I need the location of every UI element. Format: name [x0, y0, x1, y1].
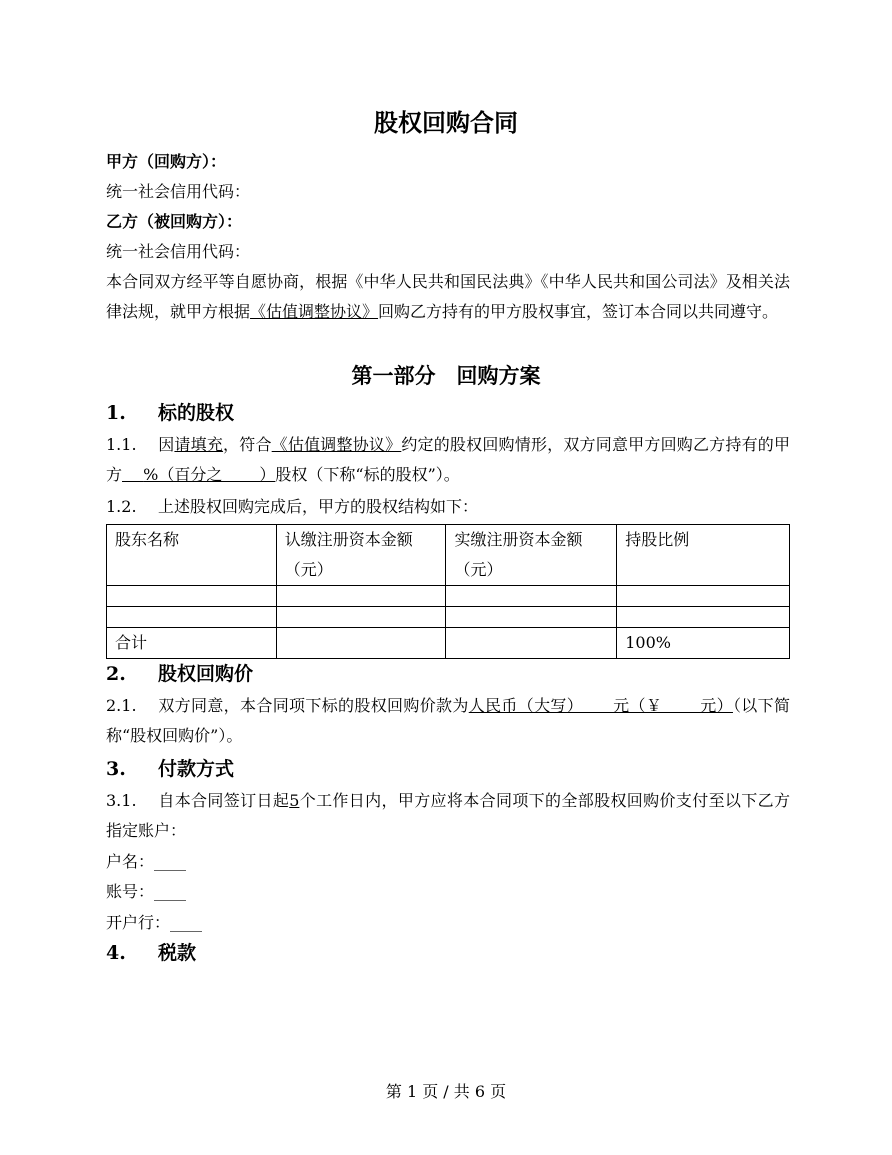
party-a-credit-code: 统一社会信用代码：	[106, 182, 251, 201]
clause-1-1-text-b: ，符合	[223, 435, 272, 454]
table-header-cell: 实缴注册资本金额（元）	[446, 525, 617, 586]
table-cell	[446, 628, 617, 659]
clause-3-1-text-a: 自本合同签订日起	[158, 791, 290, 810]
clause-1-1-text-c: 约定的股权回购情形，双方同意甲方回购乙方持有的甲方	[106, 435, 790, 484]
section-2-title: 股权回购价	[158, 663, 254, 685]
page-footer: 第 1 页 / 共 6 页	[385, 1082, 507, 1101]
percentage-text: %（百分之 ）	[143, 465, 276, 484]
section-4-title: 税款	[158, 942, 197, 964]
clause-2-1	[106, 691, 790, 751]
section-3-heading	[106, 757, 234, 781]
intro-text-2: 回购乙方持有的甲方股权事宜，签订本合同以共同遵守。	[378, 302, 779, 321]
table-cell	[446, 586, 617, 607]
clause-1-2-text: 上述股权回购完成后，甲方的股权结构如下：	[158, 497, 479, 516]
table-total-label: 合计	[107, 628, 277, 659]
clause-1-1-number: 1.1.	[106, 435, 137, 454]
document-title: 股权回购合同	[374, 108, 518, 137]
table-header-cell: 认缴注册资本金额（元）	[276, 525, 446, 586]
clause-1-1-text-a: 因	[158, 435, 175, 454]
clause-1-2	[106, 497, 478, 517]
clause-1-1-text-d: 股权（下称“标的股权”）。	[275, 465, 460, 484]
section-1-title: 标的股权	[158, 402, 235, 424]
table-header-cell: 持股比例	[617, 525, 790, 586]
clause-2-1-text-a: 双方同意，本合同项下标的股权回购价款为	[158, 696, 469, 715]
table-row	[107, 586, 790, 607]
table-header-row	[107, 525, 790, 586]
bank-line: 开户行：____	[106, 913, 203, 932]
table-total-row	[107, 628, 790, 659]
party-a-label: 甲方（回购方）：	[106, 152, 227, 171]
clause-1-1	[106, 430, 790, 490]
table-row	[107, 607, 790, 628]
clause-2-1-text-b: （以下简称“股权回购价”）。	[106, 696, 790, 745]
table-cell	[276, 607, 446, 628]
section-4-number: 4.	[106, 942, 126, 964]
part-one-title: 第一部分 回购方案	[351, 363, 541, 388]
section-1-heading	[106, 401, 234, 425]
table-cell	[617, 607, 790, 628]
section-3-title: 付款方式	[158, 758, 235, 780]
account-name-line: 户名：____	[106, 852, 187, 871]
table-total-ratio: 100%	[617, 628, 790, 659]
section-1-number: 1.	[106, 402, 126, 424]
fill-in-field: 请填充	[174, 435, 224, 454]
clause-3-1-number: 3.1.	[106, 791, 137, 810]
clause-3-1	[106, 786, 790, 846]
party-b-credit-code: 统一社会信用代码：	[106, 242, 251, 261]
table-cell	[276, 586, 446, 607]
equity-structure-table	[106, 524, 790, 659]
table-cell	[107, 586, 277, 607]
intro-agreement-link: 《估值调整协议》	[250, 302, 379, 321]
table-cell	[107, 607, 277, 628]
clause-1-2-number: 1.2.	[106, 497, 137, 516]
intro-text-1: 本合同双方经平等自愿协商，根据《中华人民共和国民法典》《中华人民共和国公司法》及相关法律法规，就甲方根据	[106, 272, 790, 321]
section-4-heading	[106, 941, 196, 965]
section-3-number: 3.	[106, 758, 126, 780]
working-days-value: 5	[289, 791, 300, 810]
intro-paragraph	[106, 267, 790, 327]
clause-1-1-agreement: 《估值调整协议》	[271, 435, 402, 454]
clause-2-1-number: 2.1.	[106, 696, 137, 715]
clause-3-1-text-b: 个工作日内，甲方应将本合同项下的全部股权回购价支付至以下乙方指定账户：	[106, 791, 790, 840]
party-b-label: 乙方（被回购方）：	[106, 212, 243, 231]
price-blank: 人民币（大写） 元（￥ 元）	[468, 696, 733, 715]
table-cell	[617, 586, 790, 607]
percentage-blank	[122, 465, 275, 484]
account-number-line: 账号：____	[106, 882, 187, 901]
table-cell	[276, 628, 446, 659]
table-header-cell: 股东名称	[107, 525, 277, 586]
table-cell	[446, 607, 617, 628]
section-2-number: 2.	[106, 663, 126, 685]
section-2-heading	[106, 662, 253, 686]
